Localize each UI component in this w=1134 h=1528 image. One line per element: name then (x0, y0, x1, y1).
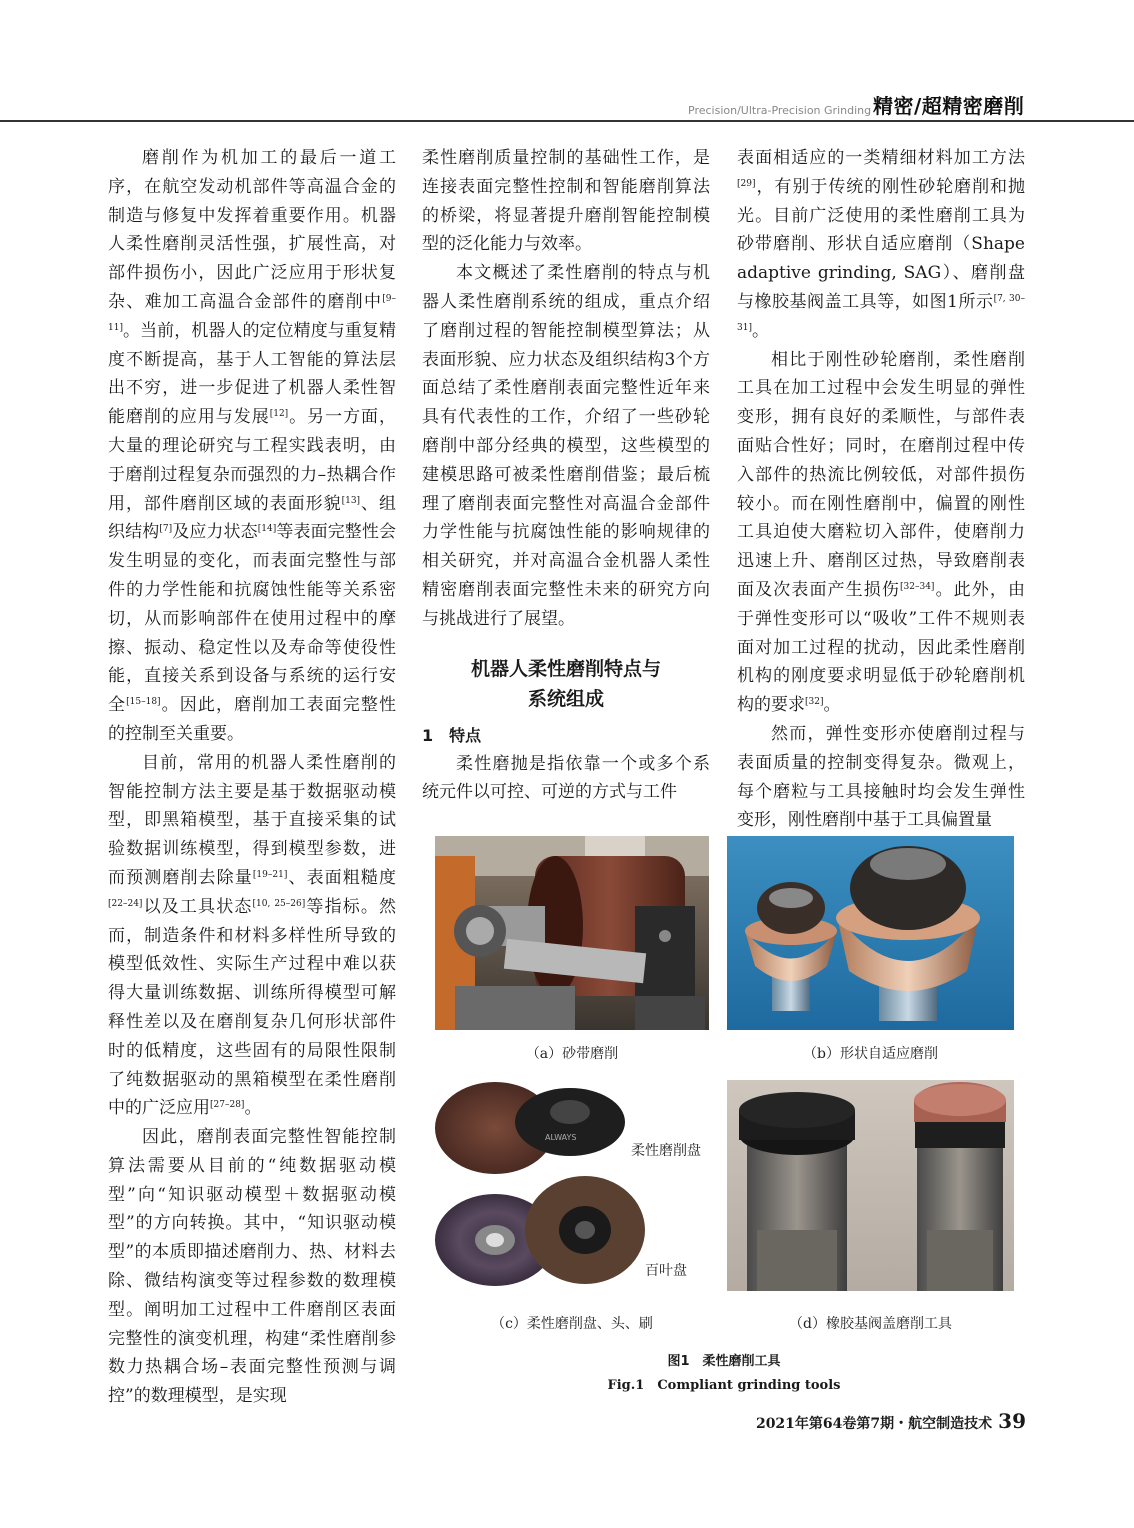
figure-photo-rubber-tools (727, 1080, 1014, 1291)
svg-text:ALWAYS: ALWAYS (545, 1133, 577, 1142)
section-title: 机器人柔性磨削特点与 系统组成 (470, 657, 661, 710)
figure-title-en: Fig.1 Compliant grinding tools (607, 1378, 841, 1393)
caption-a: （a）砂带磨削 (525, 1046, 619, 1062)
label-flexible-disc: 柔性磨削盘 (631, 1143, 701, 1159)
paragraph: 磨削作为机加工的最后一道工序，在航空发动机部件等高温合金的制造与修复中发挥着重要作用。机器人柔性磨削灵活性强，扩展性高，对部件损伤小，因此广泛应用于形状复杂、难加工高温合金部件的磨削中[9–11]。当前，机器人的定位精度与重复精度不断提高，基于人工智能的算法层出不穷，进一步促进了机器人柔性智能磨削的应用与发展[12]。另一方面，大量的理论研究与工程实践表明，由于磨削过程复杂而强烈的力–热耦合作用，部件磨削区域的表面形貌[13]、组织结构[7]及应力状态[14]等表面完整性会发生明显的变化，而表面完整性与部件的力学性能和抗腐蚀性能等关系密切，从而影响部件在使用过程中的摩擦、振动、稳定性以及寿命等使役性能，直接关系到设备与系统的运行安全[15–18]。因此，磨削加工表面完整性的控制至关重要。 (108, 148, 397, 744)
paragraph: 表面相适应的一类精细材料加工方法[29]，有别于传统的刚性砂轮磨削和抛光。目前广泛使用的柔性磨削工具为砂带磨削、形状自适应磨削（Shape adaptive grinding, SAG）、磨削盘与橡胶基阀盖工具等，如图1所示[7, 30–31]。 (737, 148, 1025, 341)
caption-d: （d）橡胶基阀盖磨削工具 (789, 1316, 952, 1332)
paragraph: 相比于刚性砂轮磨削，柔性磨削工具在加工过程中会发生明显的弹性变形，拥有良好的柔顺性，与部件表面贴合性好；同时，在磨削过程中传入部件的热流比例较低，对部件损伤较小。而在刚性磨削中，偏置的刚性工具迫使大磨粒切入部件，使磨削力迅速上升、磨削区过热，导致磨削表面及次表面产生损伤[32–34]。此外，由于弹性变形可以“吸收”工件不规则表面对加工过程的扰动，因此柔性磨削机构的刚度要求明显低于砂轮磨削机构的要求[32]。 (737, 349, 1026, 716)
figure-photo-shape-adaptive (727, 836, 1014, 1030)
figure-title-zh: 图1 柔性磨削工具 (667, 1354, 781, 1369)
figure-photo-belt-grinding (435, 836, 709, 1030)
header-english-title: Precision/Ultra-Precision Grinding (688, 104, 872, 117)
header-chinese-title: 精密/超精密磨削 (873, 94, 1025, 118)
page-footer (756, 1409, 1026, 1433)
paragraph: 柔性磨抛是指依靠一个或多个系统元件以可控、可逆的方式与工件 (422, 753, 710, 803)
figure-photo-discs (435, 1080, 709, 1295)
label-flap-disc: 百叶盘 (645, 1263, 687, 1279)
subsection-title: 1 特点 (422, 725, 482, 745)
column-1 (108, 144, 396, 1411)
header-rule (0, 120, 1134, 122)
paragraph: 目前，常用的机器人柔性磨削的智能控制方法主要是基于数据驱动模型，即黑箱模型，基于直接采集的试验数据训练模型，得到模型参数，进而预测磨削去除量[19–21]、表面粗糙度[22–24]以及工具状态[10, 25–26]等指标。然而，制造条件和材料多样性所导致的模型低效性、实际生产过程中难以获得大量训练数据、训练所得模型可解释性差以及在磨削复杂几何形状部件时的低精度，这些固有的局限性限制了纯数据驱动的黑箱模型在柔性磨削中的广泛应用[27–28]。 (108, 752, 397, 1119)
paragraph: 因此，磨削表面完整性智能控制算法需要从目前的“纯数据驱动模型”向“知识驱动模型＋数据驱动模型”的方向转换。其中，“知识驱动模型”的本质即描述磨削力、热、材料去除、微结构演变等过程参数的数理模型。阐明加工过程中工件磨削区表面完整性的演变机理，构建“柔性磨削参数力热耦合场–表面完整性预测与调控”的数理模型，是实现 (108, 1127, 396, 1407)
column-3 (737, 144, 1025, 835)
caption-c: （c）柔性磨削盘、头、刷 (491, 1316, 653, 1332)
caption-b: （b）形状自适应磨削 (803, 1046, 938, 1062)
paragraph: 柔性磨削质量控制的基础性工作，是连接表面完整性控制和智能磨削算法的桥梁，将显著提升磨削智能控制模型的泛化能力与效率。 (422, 148, 710, 255)
paragraph: 本文概述了柔性磨削的特点与机器人柔性磨削系统的组成，重点介绍了磨削过程的智能控制模型算法；从表面形貌、应力状态及组织结构3个方面总结了柔性磨削表面完整性近年来具有代表性的工作，介绍了一些砂轮磨削中部分经典的模型，这些模型的建模思路可被柔性磨削借鉴；最后梳理了磨削表面完整性对高温合金部件力学性能与抗腐蚀性能的影响规律的相关研究，并对高温合金机器人柔性精密磨削表面完整性未来的研究方向与挑战进行了展望。 (422, 263, 710, 629)
journal-info: 2021年第64卷第7期・航空制造技术 (755, 1416, 993, 1432)
page-number: 39 (998, 1409, 1026, 1433)
column-2 (422, 144, 710, 807)
paragraph: 然而，弹性变形亦使磨削过程与表面质量的控制变得复杂。微观上，每个磨粒与工具接触时均会发生弹性变形，刚性磨削中基于工具偏置量 (737, 723, 1025, 831)
